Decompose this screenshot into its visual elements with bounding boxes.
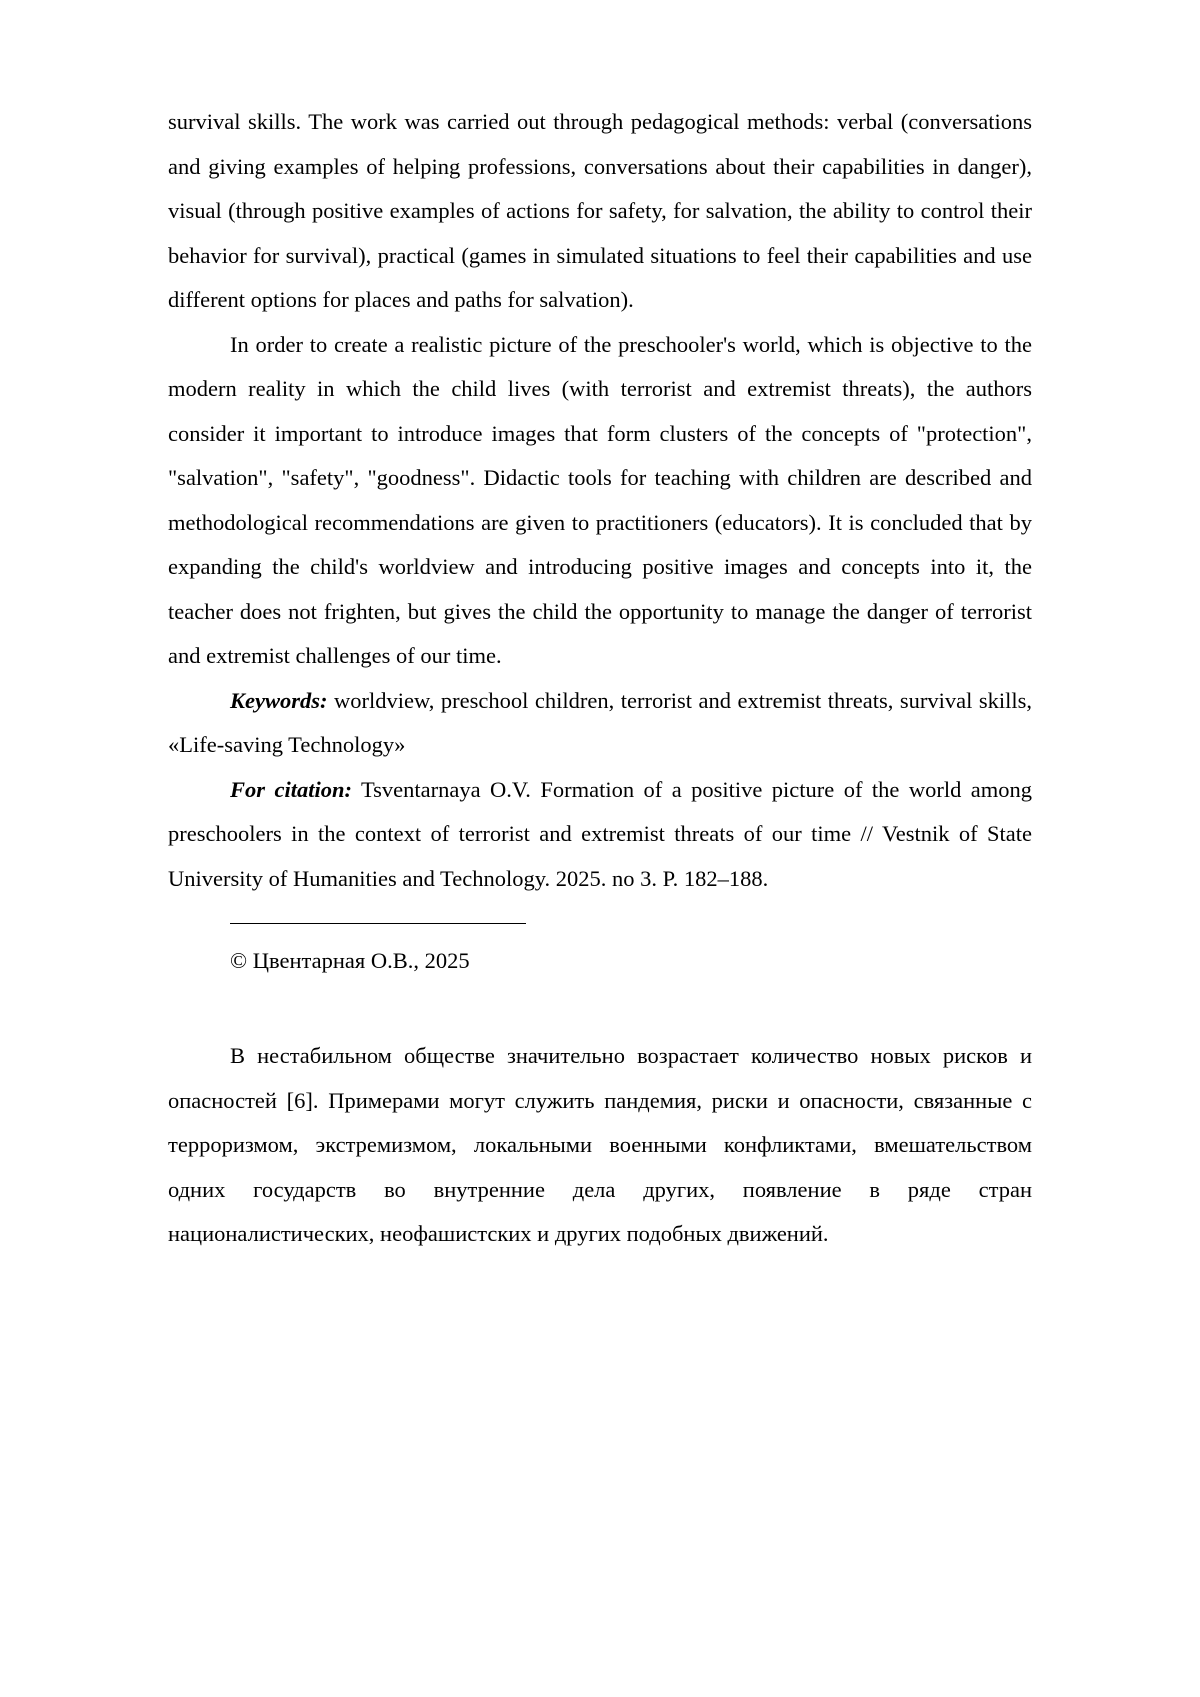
copyright-line: © Цвентарная О.В., 2025 <box>230 948 470 973</box>
keywords-text: worldview, preschool children, terrorist and extremist threats, survival skills, «Life-saving Technology» <box>168 687 1032 757</box>
footnote-separator <box>168 923 1032 924</box>
russian-body-section <box>168 1034 1032 1257</box>
abstract-continued-paragraph: survival skills. The work was carried out through pedagogical methods: verbal (conversations and giving examples of helping professions, conversations about their capabilities in danger), visual (through positive examples of actions for safety, for salvation, the ability to control their behavior for survival), practical (games in simulated situations to feel their capabilities and use different options for places and paths for salvation). <box>168 109 1032 312</box>
english-abstract-section <box>168 100 1032 901</box>
russian-first-paragraph: В нестабильном обществе значительно возрастает количество новых рисков и опасностей [6]. Примерами могут служить пандемия, риски и опасности, связанные с терроризмом, экстремизмом, локальными военными конфликтами, вмешательством одних государств во внутренние дела других, появление в ряде стран националистических, неофашистских и других подобных движений. <box>168 1043 1032 1246</box>
citation-text: Tsventarnaya O.V. Formation of a positive picture of the world among preschoolers in the context of terrorist and extremist threats of our time // Vestnik of State University of Humanities and Technology. 2025. no 3. P. 182–188. <box>168 776 1032 891</box>
citation-paragraph <box>168 768 1032 902</box>
citation-label: For citation: <box>230 776 352 802</box>
keywords-label: Keywords: <box>230 687 328 713</box>
keywords-paragraph <box>168 679 1032 768</box>
abstract-second-paragraph: In order to create a realistic picture of the preschooler's world, which is objective to the modern reality in which the child lives (with terrorist and extremist threats), the authors consider it important to introduce images that form clusters of the concepts of "protection", "salvation", "safety", "goodness". Didactic tools for teaching with children are described and methodological recommendations are given to practitioners (educators). It is concluded that by expanding the child's worldview and introducing positive images and concepts into it, the teacher does not frighten, but gives the child the opportunity to manage the danger of terrorist and extremist challenges of our time. <box>168 331 1032 668</box>
footnote-rule <box>230 923 526 924</box>
